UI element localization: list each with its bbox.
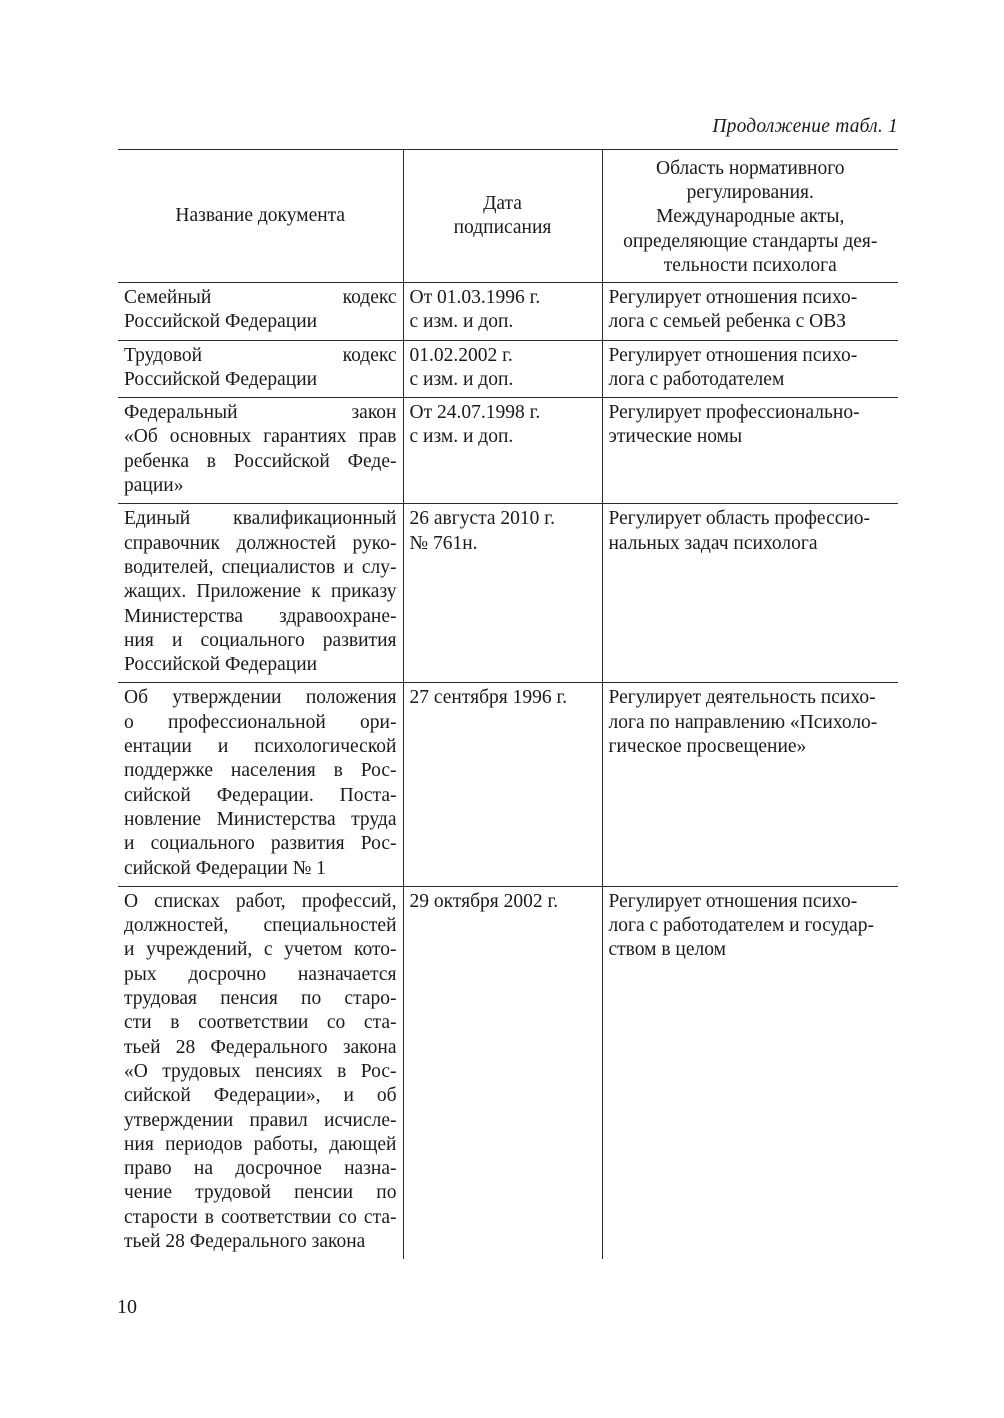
text-line: подписания — [453, 217, 552, 238]
text-line: с изм. и доп. — [409, 368, 514, 390]
header-regulation-area — [602, 150, 898, 283]
text-line: рых досрочно назначается — [124, 963, 397, 985]
text-line: ентации и психологической — [124, 736, 397, 758]
text-line: ния и социального развития — [124, 629, 397, 651]
cell-document-name — [118, 886, 403, 1259]
text-line: Министерства здравоохране- — [124, 605, 397, 627]
text-line: лога с работодателем — [608, 368, 785, 390]
cell-document-name — [118, 504, 403, 683]
text-line: От 24.07.1998 г. — [409, 402, 541, 424]
text-line: Российской Федерации — [124, 311, 318, 333]
text-line: Российской Федерации — [124, 368, 318, 390]
text-line: тельности психолога — [663, 254, 837, 276]
text-line: Название документа — [175, 204, 346, 226]
text-line: 26 августа 2010 г. — [409, 508, 555, 530]
text-line: с изм. и доп. — [409, 426, 514, 448]
text-line: ния периодов работы, дающей — [124, 1133, 397, 1155]
text-line: с изм. и доп. — [409, 311, 514, 333]
table-row — [118, 398, 898, 504]
text-line: сти в соответствии со ста- — [124, 1012, 397, 1034]
text-line: должностей, специальностей — [124, 915, 397, 937]
text-line: гическое просвещение» — [608, 736, 807, 758]
text-line: сийской Федерации», и об — [124, 1085, 397, 1107]
text-line: тьей 28 Федерального закона — [124, 1036, 397, 1058]
text-line: старости в соответствии со ста- — [124, 1206, 397, 1228]
text-line: жащих. Приложение к приказу — [124, 581, 397, 603]
text-line: лога с семьей ребенка с ОВЗ — [608, 311, 847, 333]
text-line: рации» — [124, 475, 184, 497]
text-line: Семейный кодекс — [124, 287, 397, 308]
text-line: Единый квалификационный — [124, 508, 397, 530]
text-line: Регулирует область профессио- — [608, 508, 871, 530]
text-line: определяющие стандарты дея- — [623, 230, 878, 252]
text-line: 27 сентября 1996 г. — [409, 687, 568, 709]
text-line: № 761н. — [409, 532, 478, 554]
regulations-table — [118, 149, 898, 1259]
text-line: Регулирует деятельность психо- — [608, 687, 876, 709]
text-line: 29 октября 2002 г. — [409, 890, 559, 912]
text-line: Международные акты, — [656, 206, 845, 228]
text-line: Федеральный закон — [124, 402, 397, 424]
cell-signing-date — [403, 398, 602, 504]
text-line: Об утверждении положения — [124, 687, 397, 709]
text-line: ством в целом — [608, 939, 726, 961]
table-row — [118, 283, 898, 341]
text-line: Регулирует отношения психо- — [608, 344, 858, 366]
table-row — [118, 886, 898, 1259]
table-row — [118, 504, 898, 683]
text-line: лога с работодателем и государ- — [608, 915, 874, 937]
text-line: Российской Федерации — [124, 654, 318, 676]
table-caption: Продолжение табл. 1 — [712, 116, 898, 137]
text-line: Регулирует отношения психо- — [608, 287, 858, 308]
text-line: 01.02.2002 г. — [409, 344, 513, 366]
text-line: водителей, специалистов и слу- — [124, 556, 397, 578]
cell-signing-date — [403, 683, 602, 886]
table-row — [118, 683, 898, 886]
cell-regulation-area — [602, 398, 898, 504]
header-document-name — [118, 150, 403, 283]
text-line: нальных задач психолога — [608, 532, 818, 554]
text-line: утверждении правил исчисле- — [124, 1109, 397, 1131]
cell-regulation-area — [602, 283, 898, 341]
text-line: «О трудовых пенсиях в Рос- — [124, 1060, 397, 1082]
table-row — [118, 340, 898, 398]
text-line: этические номы — [608, 426, 743, 448]
header-signing-date — [403, 150, 602, 283]
page-number: 10 — [117, 1296, 137, 1318]
text-line: и социального развития Рос- — [124, 833, 397, 855]
text-line: поддержке населения в Рос- — [124, 760, 397, 782]
cell-document-name — [118, 283, 403, 341]
text-line: ребенка в Российской Феде- — [124, 450, 397, 472]
cell-document-name — [118, 340, 403, 398]
text-line: новление Министерства труда — [124, 808, 397, 830]
cell-signing-date — [403, 340, 602, 398]
cell-signing-date — [403, 886, 602, 1259]
cell-document-name — [118, 683, 403, 886]
cell-document-name — [118, 398, 403, 504]
text-line: сийской Федерации № 1 — [124, 857, 326, 879]
text-line: Регулирует профессионально- — [608, 402, 860, 424]
text-line: Дата — [483, 192, 522, 214]
text-line: справочник должностей руко- — [124, 532, 397, 554]
cell-regulation-area — [602, 340, 898, 398]
text-line: чение трудовой пенсии по — [124, 1182, 397, 1204]
text-line: трудовая пенсия по старо- — [124, 988, 397, 1010]
regulations-table-container — [118, 149, 898, 1259]
text-line: и учреждений, с учетом кото- — [124, 939, 397, 961]
cell-regulation-area — [602, 504, 898, 683]
table-header-row — [118, 150, 898, 283]
text-line: Регулирует отношения психо- — [608, 890, 858, 912]
text-line: Трудовой кодекс — [124, 344, 397, 366]
text-line: право на досрочное назна- — [124, 1158, 397, 1180]
text-line: «Об основных гарантиях прав — [124, 426, 397, 448]
text-line: От 01.03.1996 г. — [409, 287, 541, 308]
text-line: Область нормативного — [656, 157, 845, 179]
text-line: сийской Федерации. Поста- — [124, 784, 397, 806]
cell-signing-date — [403, 504, 602, 683]
cell-signing-date — [403, 283, 602, 341]
text-line: регулирования. — [686, 182, 814, 204]
text-line: тьей 28 Федерального закона — [124, 1230, 366, 1252]
text-line: о профессиональной ори- — [124, 711, 397, 733]
text-line: лога по направлению «Психоло- — [608, 711, 878, 733]
cell-regulation-area — [602, 683, 898, 886]
text-line: О списках работ, профессий, — [124, 890, 397, 912]
cell-regulation-area — [602, 886, 898, 1259]
